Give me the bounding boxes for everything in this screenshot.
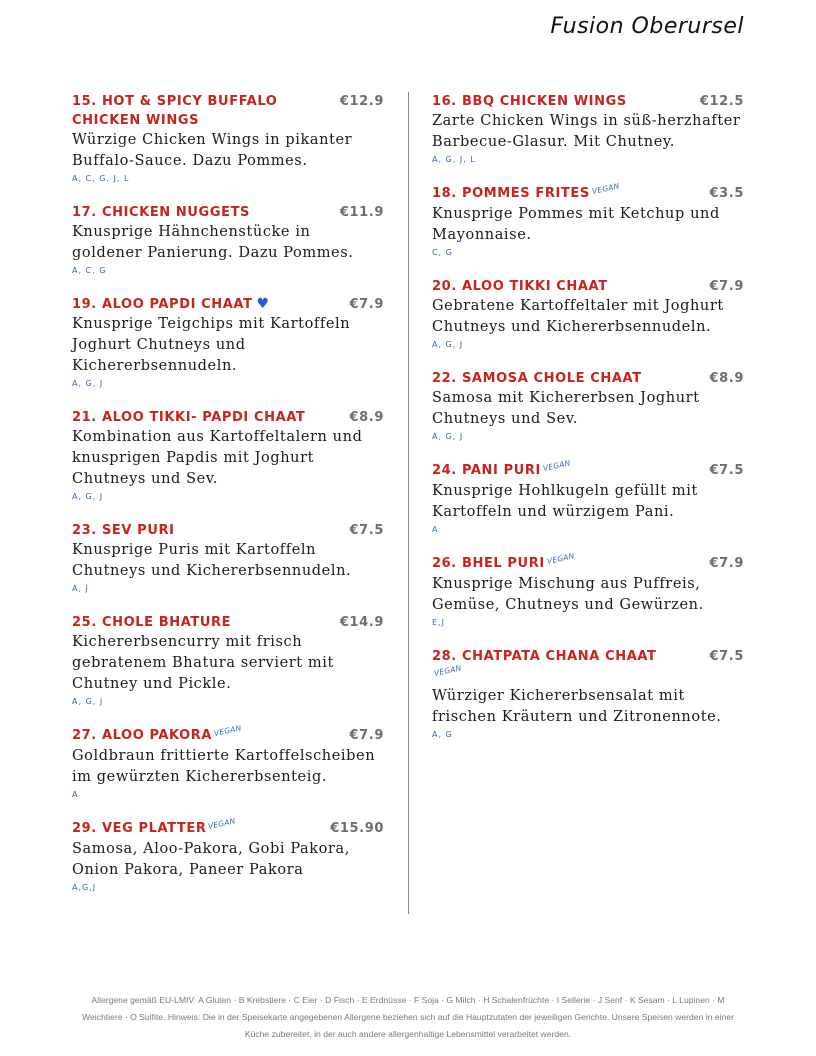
item-description: Zarte Chicken Wings in süß-herzhafter Barbecue-Glasur. Mit Chutney. <box>432 113 741 150</box>
item-allergens: A, C, G <box>72 266 107 275</box>
item-name: 18. POMMES FRITES <box>432 186 590 201</box>
vegan-badge: VEGAN <box>590 181 621 196</box>
item-price: €15.90 <box>330 821 384 836</box>
item-name: 27. ALOO PAKORA <box>72 728 213 743</box>
item-name: 20. ALOO TIKKI CHAAT <box>432 279 608 294</box>
item-price: €7.9 <box>709 279 744 294</box>
item-description: Knusprige Pommes mit Ketchup und Mayonnaise. <box>432 206 720 243</box>
item-description: Knusprige Teigchips mit Kartoffeln Joghurt Chutneys und Kichererbsennudeln. <box>72 316 351 374</box>
item-name: 22. SAMOSA CHOLE CHAAT <box>432 371 642 386</box>
menu-item <box>72 816 384 892</box>
menu-column-right <box>432 92 744 759</box>
menu-item <box>72 408 384 501</box>
vegan-badge: VEGAN <box>433 663 463 678</box>
item-description: Knusprige Mischung aus Puffreis, Gemüse, Chutneys und Gewürzen. <box>432 576 704 613</box>
item-price: €7.9 <box>349 728 384 743</box>
menu-item <box>72 723 384 799</box>
menu-item <box>432 181 744 257</box>
item-name: 21. ALOO TIKKI- PAPDI CHAAT <box>72 410 306 425</box>
column-divider <box>408 92 409 914</box>
item-allergens: A <box>432 525 439 534</box>
item-name: 28. CHATPATA CHANA CHAAT <box>432 649 657 664</box>
item-description: Samosa, Aloo-Pakora, Gobi Pakora, Onion Pakora, Paneer Pakora <box>72 841 350 878</box>
item-name: 24. PANI PURI <box>432 463 541 478</box>
item-allergens: C, G <box>432 248 453 257</box>
item-description: Würzige Chicken Wings in pikanter Buffalo-Sauce. Dazu Pommes. <box>72 132 353 169</box>
item-allergens: A, G <box>432 730 453 739</box>
item-allergens: A, G, J <box>72 379 104 388</box>
vegan-badge: VEGAN <box>207 816 237 831</box>
item-description: Würziger Kichererbsensalat mit frischen Kräutern und Zitronennote. <box>432 688 722 725</box>
item-description: Knusprige Hohlkugeln gefüllt mit Kartoffeln und würzigem Pani. <box>432 483 698 520</box>
item-price: €11.9 <box>339 205 384 220</box>
menu-item <box>432 551 744 627</box>
vegan-badge: VEGAN <box>213 723 243 738</box>
item-name: 17. CHICKEN NUGGETS <box>72 205 251 220</box>
item-price: €12.9 <box>339 94 384 109</box>
item-name: 23. SEV PURI <box>72 523 175 538</box>
item-name: 15. HOT & SPICY BUFFALO CHICKEN WINGS <box>72 94 278 128</box>
item-price: €8.9 <box>349 410 384 425</box>
menu-item <box>72 203 384 275</box>
item-allergens: E,J <box>432 618 445 627</box>
menu-item <box>432 458 744 534</box>
menu-item <box>432 277 744 349</box>
item-allergens: A, G, J <box>432 340 464 349</box>
item-price: €7.5 <box>349 523 384 538</box>
item-price: €7.9 <box>709 556 744 571</box>
item-description: Kichererbsencurry mit frisch gebratenem Bhatura serviert mit Chutney und Pickle. <box>72 634 334 692</box>
restaurant-name: Fusion Oberursel <box>550 14 744 39</box>
item-allergens: A, G, J <box>432 432 464 441</box>
menu-column-left <box>72 92 384 912</box>
item-description: Samosa mit Kichererbsen Joghurt Chutneys und Sev. <box>432 390 700 427</box>
menu-item <box>432 92 744 164</box>
item-allergens: A, J <box>72 584 89 593</box>
menu-item <box>72 92 384 183</box>
item-price: €8.9 <box>709 371 744 386</box>
allergen-footnote: Allergene gemäß EU-LMIV: A Gluten · B Krebstiere · C Eier · D Fisch · E Erdnüsse · F Soja · G Milch · H Schalenfrüchte · I Sellerie · J Senf · K Sesam · L Lupinen · M Weichtiere · O Sulfite. Hinweis: Die in der Speisekarte angegebenen Allergene beziehen sich auf die Hauptzutaten der jeweiligen Gerichte. Unsere Speisen werden in einer Küche zubereitet, in der auch andere allergenhaltige Lebensmittel verarbeitet werden. <box>82 995 734 1039</box>
vegan-badge: VEGAN <box>542 458 572 473</box>
item-price: €7.5 <box>709 649 744 664</box>
item-name: 25. CHOLE BHATURE <box>72 615 232 630</box>
menu-item <box>432 647 744 739</box>
item-allergens: A, G, J, L <box>432 155 476 164</box>
item-allergens: A, G, J <box>72 492 104 501</box>
item-allergens: A,G,J <box>72 883 97 892</box>
item-price: €7.5 <box>709 463 744 478</box>
item-price: €3.5 <box>709 186 744 201</box>
menu-item <box>72 295 384 388</box>
item-description: Goldbraun frittierte Kartoffelscheiben im gewürzten Kichererbsenteig. <box>72 748 376 785</box>
menu-item <box>72 613 384 706</box>
item-price: €12.5 <box>699 94 744 109</box>
item-description: Gebratene Kartoffeltaler mit Joghurt Chutneys und Kichererbsennudeln. <box>432 298 724 335</box>
item-allergens: A, G, J <box>72 697 104 706</box>
vegan-badge: VEGAN <box>545 551 576 566</box>
item-price: €14.9 <box>339 615 384 630</box>
item-description: Knusprige Puris mit Kartoffeln Chutneys und Kichererbsennudeln. <box>72 542 352 579</box>
item-price: €7.9 <box>349 297 384 312</box>
item-allergens: A <box>72 790 79 799</box>
item-name: 16. BBQ CHICKEN WINGS <box>432 94 627 109</box>
item-description: Kombination aus Kartoffeltalern und knusprigen Papdis mit Joghurt Chutneys und Sev. <box>72 429 363 487</box>
item-name: 19. ALOO PAPDI CHAAT <box>72 297 253 312</box>
menu-item <box>72 521 384 593</box>
item-allergens: A, C, G, J, L <box>72 174 130 183</box>
item-description: Knusprige Hähnchenstücke in goldener Panierung. Dazu Pommes. <box>72 224 354 261</box>
menu-item <box>432 369 744 441</box>
heart-icon: ♥ <box>256 296 270 312</box>
item-name: 29. VEG PLATTER <box>72 821 207 836</box>
item-name: 26. BHEL PURI <box>432 556 545 571</box>
